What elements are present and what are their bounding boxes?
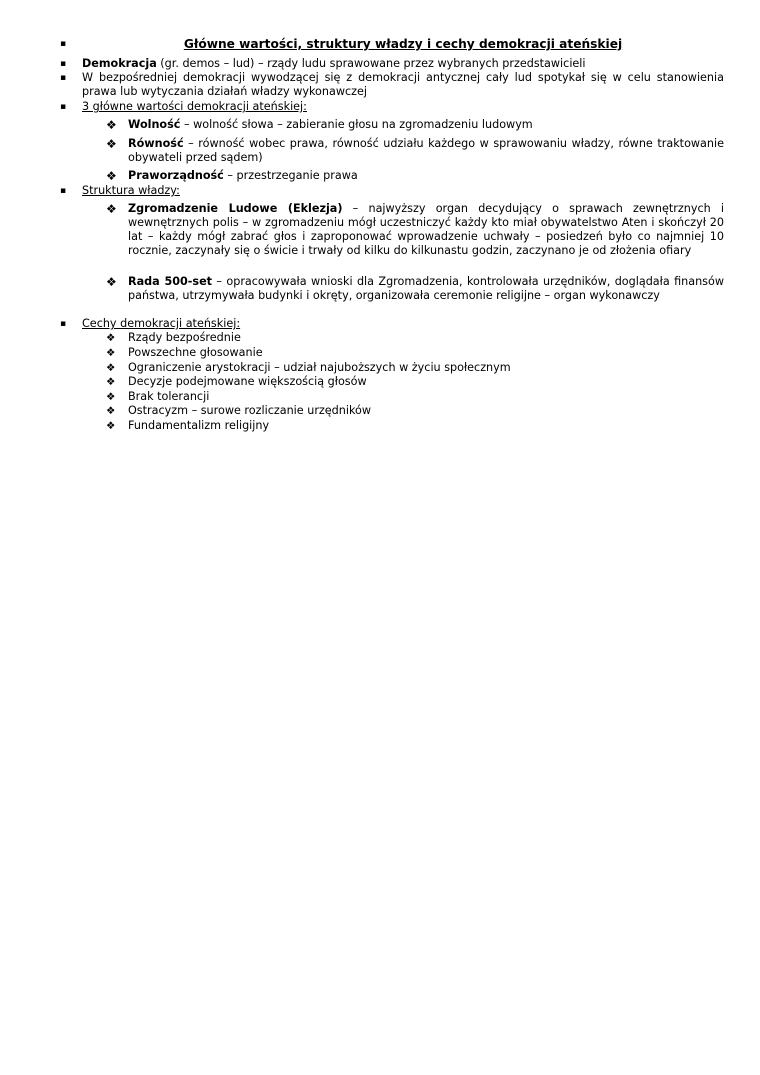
diamond-bullet-icon: ❖ [106, 405, 116, 417]
diamond-bullet-icon: ❖ [106, 202, 117, 216]
features-heading: Cechy demokracji ateńskiej: [82, 317, 241, 330]
diamond-bullet-icon: ❖ [106, 347, 116, 359]
definition-text: (gr. demos – lud) – rządy ludu sprawowane przez wybranych przedstawicieli [156, 57, 586, 70]
diamond-bullet-icon: ❖ [106, 332, 116, 344]
page-title: Główne wartości, struktury władzy i cechy demokracji ateńskiej [183, 37, 623, 51]
structure-text: – opracowywała wnioski dla Zgromadzenia, kontrolowała urzędników, doglądała finansów państwa, utrzymywała budynki i okręty, organizowała ceremonie religijne – organ wykonawczy [128, 275, 724, 302]
values-heading: 3 główne wartości demokracji ateńskiej: [82, 100, 307, 113]
square-bullet-icon: ▪ [60, 73, 67, 83]
square-bullet-icon: ▪ [60, 39, 67, 49]
feature-text: Rządy bezpośrednie [128, 331, 241, 344]
value-text: – wolność słowa – zabieranie głosu na zgromadzeniu ludowym [180, 118, 533, 131]
value-text: – przestrzeganie prawa [223, 169, 358, 182]
diamond-bullet-icon: ❖ [106, 118, 117, 132]
structure-heading: Struktura władzy: [82, 184, 180, 197]
diamond-bullet-icon: ❖ [106, 391, 116, 403]
diamond-bullet-icon: ❖ [106, 362, 116, 374]
feature-text: Decyzje podejmowane większością głosów [128, 375, 367, 388]
diamond-bullet-icon: ❖ [106, 137, 117, 151]
feature-text: Brak tolerancji [128, 390, 210, 403]
value-term: Równość [128, 137, 184, 150]
structure-term: Zgromadzenie Ludowe (Eklezja) [128, 202, 343, 215]
value-term: Wolność [128, 118, 181, 131]
diamond-bullet-icon: ❖ [106, 169, 117, 183]
diamond-bullet-icon: ❖ [106, 376, 116, 388]
definition-term: Demokracja [82, 57, 157, 70]
feature-text: Powszechne głosowanie [128, 346, 263, 359]
square-bullet-icon: ▪ [60, 319, 67, 329]
feature-text: Ostracyzm – surowe rozliczanie urzędników [128, 404, 372, 417]
diamond-bullet-icon: ❖ [106, 275, 117, 289]
diamond-bullet-icon: ❖ [106, 420, 116, 432]
value-term: Praworządność [128, 169, 224, 182]
feature-text: Fundamentalizm religijny [128, 419, 270, 432]
square-bullet-icon: ▪ [60, 186, 67, 196]
structure-text: – najwyższy organ decydujący o sprawach zewnętrznych i wewnętrznych polis – w zgromadzeniu mógł uczestniczyć każdy kto miał obywatelstwo Aten i skończył 20 lat – każdy mógł zabrać głos i zaproponować wprowadzenie uchwały – posiedzeń było co najmniej 10 rocznie, zaczynały się o świcie i trwały od kilku do kilkunastu godzin, zaczynano je od złożenia ofiary [128, 202, 724, 257]
feature-text: Ograniczenie arystokracji – udział najuboższych w życiu społecznym [128, 361, 511, 374]
square-bullet-icon: ▪ [60, 102, 67, 112]
structure-term: Rada 500-set [128, 275, 213, 288]
value-text: – równość wobec prawa, równość udziału każdego w sprawowaniu władzy, równe traktowanie obywateli przed sądem) [128, 137, 724, 164]
definition-text: W bezpośredniej demokracji wywodzącej się z demokracji antycznej cały lud spotykał się w celu stanowienia prawa lub wytyczania działań władzy wykonawczej [82, 71, 724, 98]
square-bullet-icon: ▪ [60, 59, 67, 69]
